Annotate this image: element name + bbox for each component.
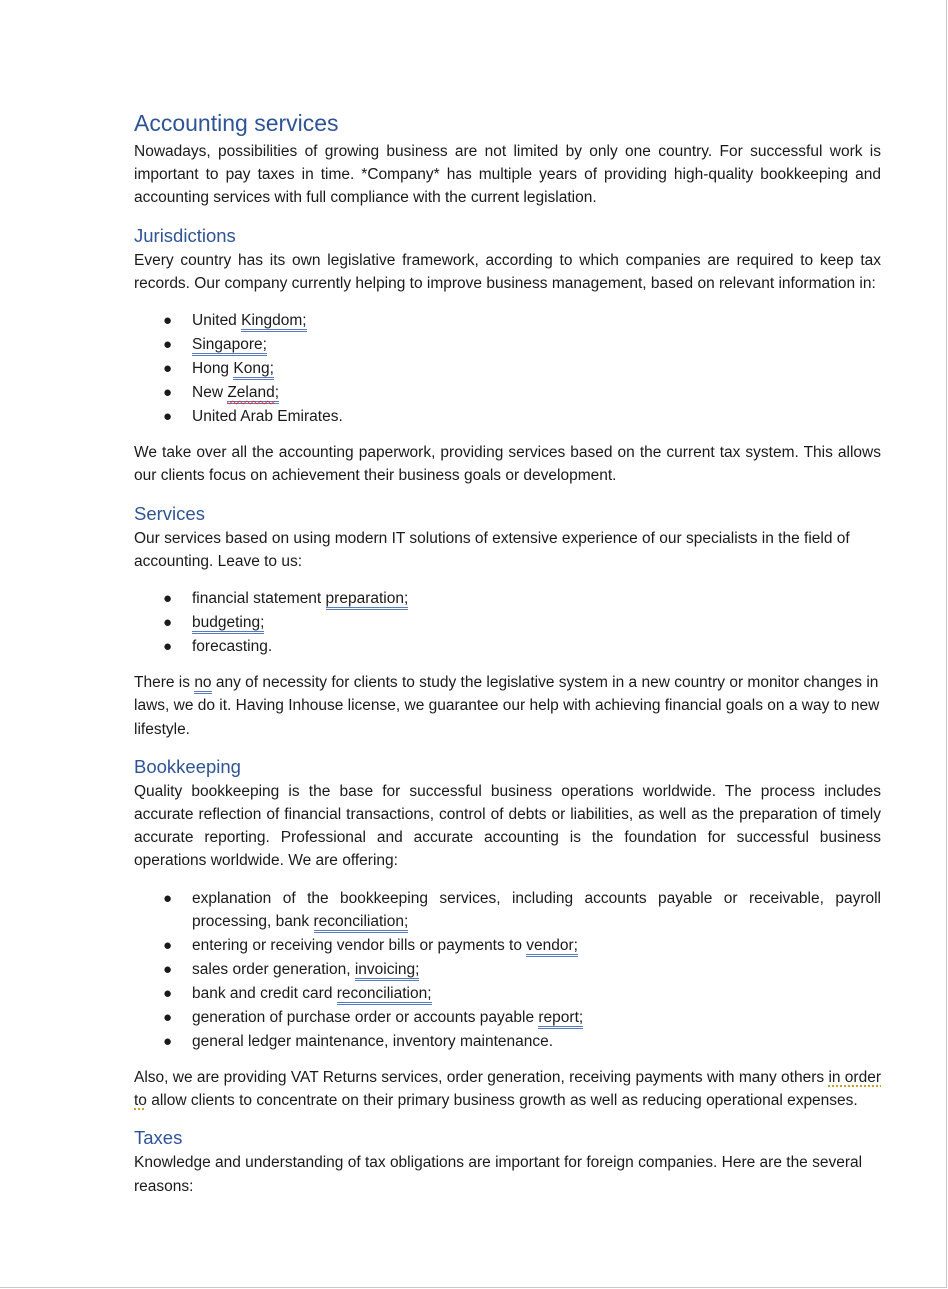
list-item: ● United Kingdom; [134, 309, 881, 332]
list-item: ● general ledger maintenance, inventory maintenance. [134, 1030, 881, 1053]
list-item: ● sales order generation, invoicing; [134, 958, 881, 981]
paragraph-paperwork: We take over all the accounting paperwork, providing services based on the current tax system. This allows our clients focus on achievement their business goals or development. [134, 444, 881, 485]
bullet-icon: ● [163, 336, 173, 354]
bookkeeping-list [134, 887, 881, 1053]
bullet-icon: ● [163, 384, 173, 402]
heading-accounting-services: Accounting services [134, 110, 339, 136]
paragraph-taxes: Knowledge and understanding of tax obligations are important for foreign companies. Here are the several reasons: [134, 1154, 863, 1195]
list-item: ● entering or receiving vendor bills or payments to vendor; [134, 934, 881, 957]
grammar-suggestion-mark[interactable]: in order to [134, 1069, 881, 1110]
grammar-mark[interactable]: reconciliation; [337, 985, 432, 1005]
list-item: ● generation of purchase order or accounts payable report; [134, 1006, 881, 1029]
bullet-icon: ● [163, 889, 173, 907]
grammar-mark[interactable]: report; [538, 1009, 583, 1029]
document-body[interactable] [134, 108, 881, 1212]
paragraph-jurisdictions: Every country has its own legislative framework, according to which companies are required to keep tax records. Our company currently helping to improve business management, based on relevant information in: [134, 251, 881, 292]
bullet-icon: ● [163, 984, 173, 1002]
grammar-mark[interactable]: invoicing; [355, 961, 420, 981]
services-list [134, 587, 881, 658]
bullet-icon: ● [163, 638, 173, 656]
list-item [134, 333, 881, 356]
grammar-mark[interactable]: vendor; [526, 937, 578, 957]
heading-bookkeeping: Bookkeeping [134, 755, 241, 777]
list-item: ● financial statement preparation; [134, 587, 881, 610]
bullet-icon: ● [163, 312, 173, 330]
heading-taxes: Taxes [134, 1127, 183, 1149]
bullet-icon: ● [163, 360, 173, 378]
grammar-mark[interactable]: no [194, 674, 211, 694]
heading-services: Services [134, 502, 205, 524]
paragraph-services: Our services based on using modern IT solutions of extensive experience of our specialists in the field of accounting. Leave to us: [134, 529, 850, 570]
jurisdictions-list [134, 309, 881, 428]
paragraph-intro: Nowadays, possibilities of growing business are not limited by only one country. For successful work is important to pay taxes in time. *Company* has multiple years of providing high-quality bookkeeping and accounting services with full compliance with the current legislation. [134, 143, 881, 207]
list-item: ● Hong Kong; [134, 357, 881, 380]
list-item: ● forecasting. [134, 635, 881, 658]
grammar-mark[interactable]: Singapore; [192, 336, 267, 356]
bullet-icon: ● [163, 960, 173, 978]
heading-jurisdictions: Jurisdictions [134, 224, 236, 246]
list-item: ● bank and credit card reconciliation; [134, 982, 881, 1005]
bullet-icon: ● [163, 614, 173, 632]
paragraph-bookkeeping: Quality bookkeeping is the base for successful business operations worldwide. The process includes accurate reflection of financial transactions, control of debts or liabilities, as well as the preparation of timely accurate reporting. Professional and accurate accounting is the foundation for successful business operations worldwide. We are offering: [134, 782, 881, 870]
list-item: ● New Zeland; [134, 381, 881, 404]
bullet-icon: ● [163, 1032, 173, 1050]
paragraph-vat: Also, we are providing VAT Returns services, order generation, receiving payments with many others in order to allow clients to concentrate on their primary business growth as well as reducing operational expenses. [134, 1069, 881, 1110]
grammar-mark[interactable]: preparation; [326, 590, 409, 610]
grammar-mark[interactable]: budgeting; [192, 614, 264, 634]
list-item: ● United Arab Emirates. [134, 405, 881, 428]
grammar-mark[interactable]: reconciliation; [314, 913, 409, 933]
grammar-mark[interactable]: Kingdom; [241, 312, 306, 332]
bullet-icon: ● [163, 1008, 173, 1026]
paragraph-necessity: There is no any of necessity for clients to study the legislative system in a new country or monitor changes in laws, we do it. Having Inhouse license, we guarantee our help with achieving financial goals on a way to new lifestyle. [134, 674, 880, 738]
list-item [134, 611, 881, 634]
bullet-icon: ● [163, 408, 173, 426]
spelling-error-mark[interactable]: Zeland [227, 384, 275, 402]
bullet-icon: ● [163, 590, 173, 608]
list-item: ● explanation of the bookkeeping services, including accounts payable or receivable, payroll processing, bank reconciliation; [134, 887, 881, 933]
bullet-icon: ● [163, 936, 173, 954]
grammar-mark[interactable]: Kong; [233, 360, 274, 380]
